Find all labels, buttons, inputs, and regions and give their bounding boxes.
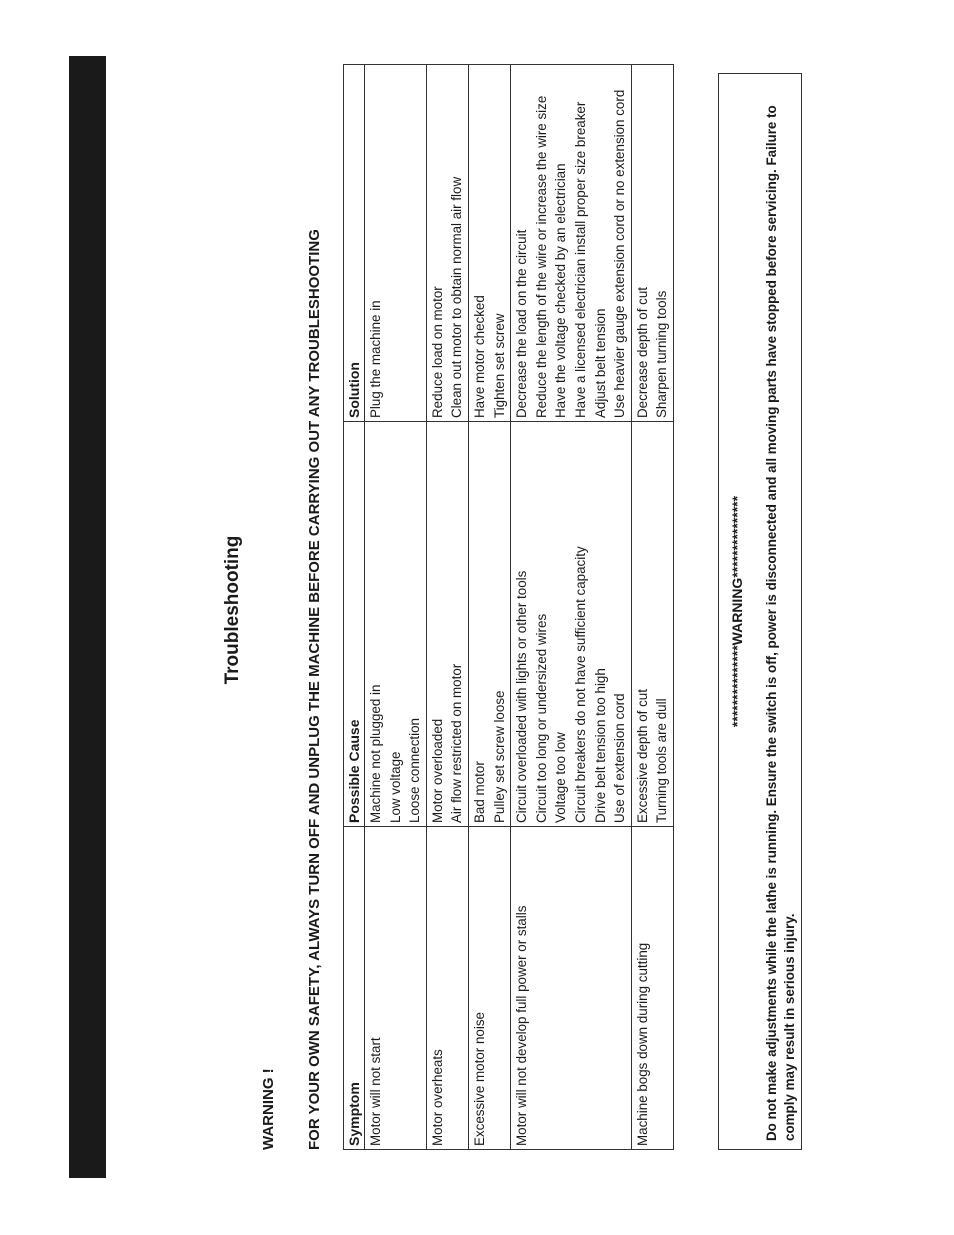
cause-line: Circuit breakers do not have sufficient capacity — [572, 546, 588, 823]
cause-line: Loose connection — [407, 718, 423, 823]
solution-line: Adjust belt tension — [592, 308, 608, 418]
solution-line: Decrease depth of cut — [634, 286, 650, 418]
table-row — [468, 65, 510, 1150]
table-row — [426, 65, 468, 1150]
symptom-cell — [426, 827, 468, 1150]
rotated-page-content — [210, 60, 810, 1160]
solution-cell — [468, 65, 510, 422]
cause-line: Excessive depth of cut — [634, 689, 650, 823]
solution-line: Decrease the load on the circuit — [514, 229, 530, 418]
symptom-cell — [511, 827, 632, 1150]
solution-line: Tighten set screw — [491, 313, 507, 418]
cause-line: Pulley set screw loose — [491, 690, 507, 823]
cause-line: Machine not plugged in — [368, 684, 383, 823]
symptom-text: Machine bogs down during cutting — [634, 942, 650, 1146]
warning-heading: WARNING ! — [260, 1068, 277, 1150]
table-row — [631, 65, 673, 1150]
cause-line: Circuit overloaded with lights or other tools — [514, 570, 530, 823]
header-symptom: Symptom — [344, 827, 365, 1150]
header-possible-cause: Possible Cause — [344, 422, 365, 827]
symptom-text: Motor will not start — [368, 1037, 383, 1146]
solution-line: Sharpen turning tools — [654, 290, 670, 418]
solution-line: Have motor checked — [471, 295, 487, 418]
solution-cell — [426, 65, 468, 422]
cause-cell — [511, 422, 632, 827]
cause-line: Drive belt tension too high — [592, 668, 608, 823]
table-row — [511, 65, 632, 1150]
cause-cell — [426, 422, 468, 827]
solution-line: Reduce the length of the wire or increase the wire size — [533, 95, 549, 418]
cause-line: Motor overloaded — [429, 718, 445, 823]
symptom-text: Excessive motor noise — [471, 1012, 487, 1146]
symptom-text: Motor overheats — [429, 1049, 445, 1146]
page-title: Troubleshooting — [222, 535, 243, 685]
warning-box-text: Do not make adjustments while the lathe is running. Ensure the switch is off, power is disconnected and all moving parts have stopped before servicing. Failure to comply may result in serious injury. — [764, 105, 797, 1141]
table-header-row — [344, 65, 365, 1150]
cause-cell — [631, 422, 673, 827]
solution-line: Have a licensed electrician install proper size breaker — [572, 101, 588, 418]
symptom-text: Motor will not develop full power or stalls — [514, 905, 530, 1146]
warning-box — [718, 73, 802, 1150]
table-row — [365, 65, 427, 1150]
solution-line: Reduce load on motor — [429, 286, 445, 418]
cause-line: Low voltage — [387, 751, 403, 823]
solution-line: Use heavier gauge extension cord or no extension cord — [612, 89, 628, 418]
cause-line: Air flow restricted on motor — [449, 663, 465, 823]
solution-cell — [631, 65, 673, 422]
symptom-cell — [631, 827, 673, 1150]
troubleshooting-table — [343, 64, 674, 1150]
solution-line: Have the voltage checked by an electrician — [553, 163, 569, 418]
solution-line: Clean out motor to obtain normal air flow — [449, 176, 465, 418]
cause-line: Voltage too low — [553, 732, 569, 823]
symptom-cell — [365, 827, 427, 1150]
cause-line: Turning tools are dull — [654, 698, 670, 823]
cause-cell — [468, 422, 510, 827]
cause-line: Circuit too long or undersized wires — [533, 613, 549, 823]
cause-line: Use of extension cord — [612, 693, 628, 823]
warning-box-heading: ***************WARNING*************** — [729, 495, 745, 728]
solution-cell — [511, 65, 632, 422]
cause-line: Bad motor — [471, 761, 487, 823]
cause-cell — [365, 422, 427, 827]
safety-warning-line: FOR YOUR OWN SAFETY, ALWAYS TURN OFF AND UNPLUG THE MACHINE BEFORE CARRYING OUT ANY TROUBLESHOOTING — [306, 229, 323, 1150]
left-black-bar — [69, 56, 106, 1178]
solution-line: Plug the machine in — [368, 300, 383, 418]
symptom-cell — [468, 827, 510, 1150]
header-solution: Solution — [344, 65, 365, 422]
solution-cell — [365, 65, 427, 422]
